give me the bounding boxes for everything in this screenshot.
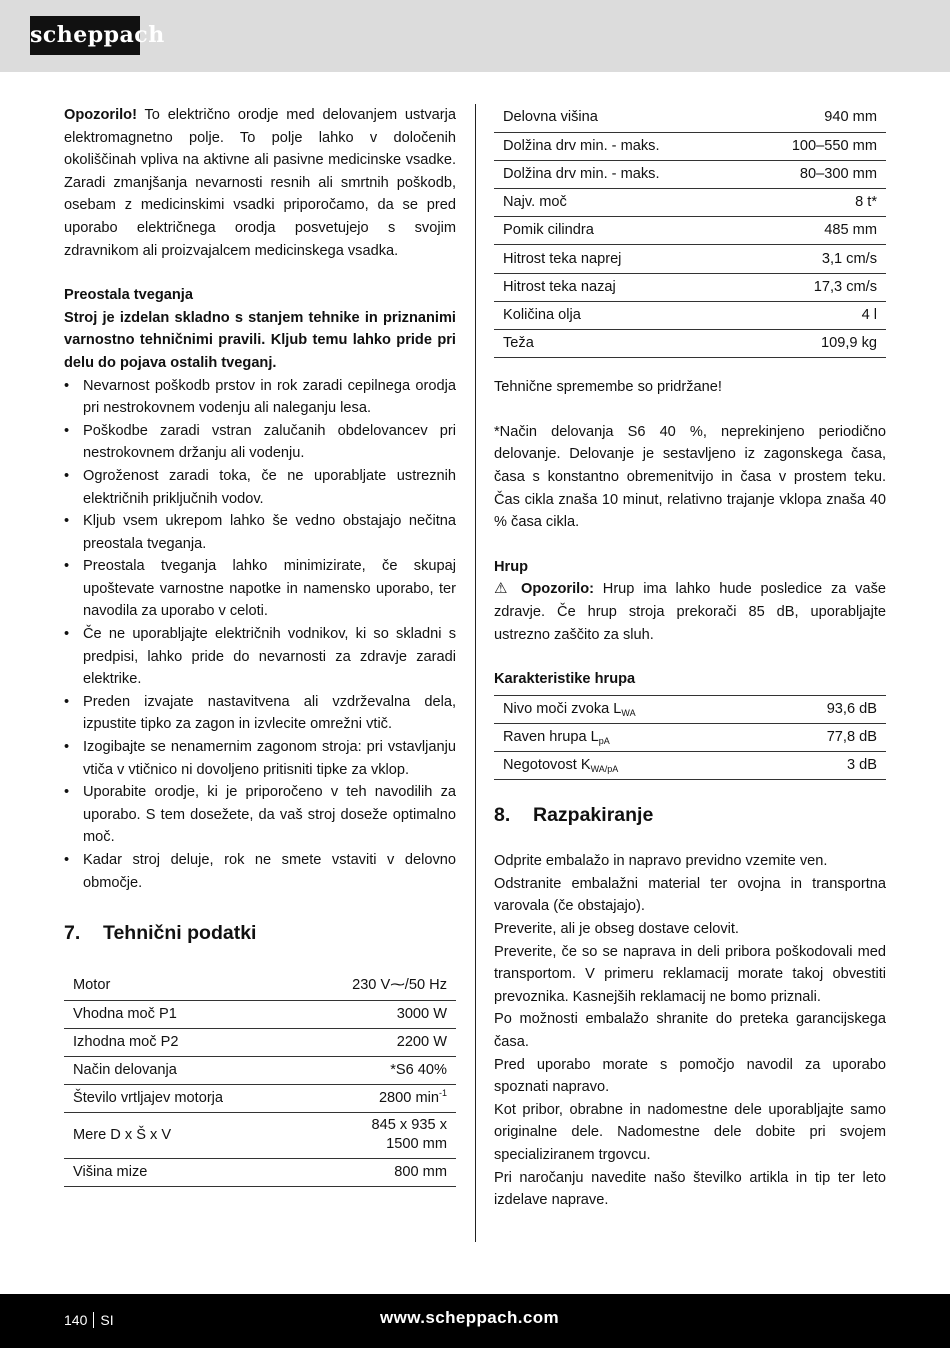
table-row <box>494 301 886 329</box>
chapter-number: 8. <box>494 804 511 827</box>
spec-label: Količina olja <box>494 301 740 329</box>
unpacking-text <box>494 850 886 1212</box>
spec-value: 940 mm <box>740 104 886 132</box>
spec-label: Dolžina drv min. - maks. <box>494 132 740 160</box>
table-row <box>494 245 886 273</box>
noise-characteristics-title: Karakteristike hrupa <box>494 671 636 688</box>
spec-label: Število vrtljajev motorja <box>64 1084 298 1112</box>
spec-value-text: 230 V⁓/50 Hz <box>352 977 447 994</box>
spec-value <box>298 972 456 1000</box>
spec-value: 109,9 kg <box>740 330 886 358</box>
spec-value-text: 800 mm <box>394 1163 447 1180</box>
noise-label <box>494 752 764 780</box>
spec-value <box>298 1158 456 1186</box>
unpack-line: Pri naročanju navedite našo številko artikla in tip ter leto izdelave naprave. <box>494 1169 886 1209</box>
unpack-line: Kot pribor, obrabne in nadomestne dele uporabljajte samo originalne dele. Nadomestne dele dobite pri svojem specializiranem trgovcu. <box>494 1101 886 1163</box>
spec-value-text-2: 1500 mm <box>386 1136 447 1153</box>
chapter-title: Razpakiranje <box>533 804 654 827</box>
table-row <box>494 723 886 751</box>
table-row <box>494 695 886 723</box>
noise-warning-text: Hrup ima lahko hude posledice za vaše zdravje. Če hrup stroja prekorači 85 dB, uporabljajte ustrezno zaščito za sluh. <box>494 581 886 643</box>
table-row <box>494 217 886 245</box>
changes-note: Tehnične spremembe so pridržane! <box>494 379 722 396</box>
table-row <box>64 1158 456 1186</box>
spec-label: Izhodna moč P2 <box>64 1028 298 1056</box>
list-item: • Preostala tveganja lahko minimizirate, če skupaj upoštevate varnostne napotke in namensko uporabo, ter navodila za uporabo v celoti. <box>64 555 456 623</box>
spec-label: Višina mize <box>64 1158 298 1186</box>
table-row <box>64 1028 456 1056</box>
table-row <box>494 160 886 188</box>
list-item: • Poškodbe zaradi vstran zalučanih obdelovancev pri nestrokovnem držanju ali vodenju. <box>64 420 456 465</box>
unpack-line: Po možnosti embalažo shranite do preteka garancijskega časa. <box>494 1011 886 1051</box>
spec-label: Mere D x Š x V <box>64 1112 298 1158</box>
table-row <box>494 132 886 160</box>
chapter-7-heading <box>64 920 456 946</box>
spec-label: Dolžina drv min. - maks. <box>494 160 740 188</box>
chapter-8-heading <box>494 802 886 828</box>
unpack-line: Preverite, če so se naprava in deli pribora poškodovali med transportom. V primeru reklamacij morate takoj obvestiti prevoznika. Kasnejših reklamacij ne bomo priznali. <box>494 943 886 1005</box>
warning-label: Opozorilo! <box>64 107 137 123</box>
spec-value-text: 3000 W <box>396 1005 447 1022</box>
table-row <box>494 752 886 780</box>
table-row <box>64 1112 456 1158</box>
table-row <box>64 972 456 1000</box>
noise-value: 77,8 dB <box>764 723 886 751</box>
spec-value <box>298 1056 456 1084</box>
website-link[interactable]: www.scheppach.com <box>380 1308 560 1327</box>
spec-value-text: 2200 W <box>396 1033 447 1050</box>
unpack-line: Pred uporabo morate s pomočjo navodil za uporabo spoznati napravo. <box>494 1056 886 1096</box>
em-field-warning <box>64 104 456 262</box>
residual-risks-list <box>64 375 456 895</box>
spec-value <box>298 1000 456 1028</box>
spec-value-text: 2800 min <box>378 1089 439 1106</box>
operating-mode-note: *Način delovanja S6 40 %, neprekinjeno periodično delovanje. Delovanje je sestavljeno iz zagonskega časa, časa s konstantno obremenitvijo in časa v prostem teku. Čas cikla znaša 10 minut, relativno trajanje vklopa znaša 40 % časa cikla. <box>494 423 886 531</box>
page-number-value: 140 <box>64 1312 88 1328</box>
right-column <box>494 104 886 1212</box>
noise-value: 93,6 dB <box>764 695 886 723</box>
residual-risks-intro: Stroj je izdelan skladno s stanjem tehnike in priznanimi varnostno tehničnimi pravili. Kljub temu lahko pride pri delu do pojava ostalih tveganj. <box>64 309 456 371</box>
unpack-line: Odprite embalažo in napravo previdno vzemite ven. <box>494 853 828 870</box>
table-row <box>64 1000 456 1028</box>
list-item: • Preden izvajate nastavitvena ali vzdrževalna dela, izpustite tipko za zagon in izvlecite omrežni vtič. <box>64 691 456 736</box>
spec-label: Najv. moč <box>494 189 740 217</box>
table-row <box>64 1084 456 1112</box>
chapter-number: 7. <box>64 922 81 945</box>
language-code: SI <box>100 1312 114 1328</box>
spec-value: 17,3 cm/s <box>740 273 886 301</box>
spec-label: Motor <box>64 972 298 1000</box>
spec-label: Hitrost teka nazaj <box>494 273 740 301</box>
tech-data-table <box>64 972 456 1187</box>
spec-value-sup: -1 <box>438 1087 447 1098</box>
table-row <box>64 1056 456 1084</box>
spec-label: Pomik cilindra <box>494 217 740 245</box>
noise-warning <box>494 578 886 646</box>
noise-label <box>494 695 764 723</box>
list-item: • Izogibajte se nenamernim zagonom stroja: pri vstavljanju vtiča v vtičnico ni dovoljeno pritisniti tipke za vklop. <box>64 736 456 781</box>
spec-value-text: *S6 40% <box>390 1061 447 1078</box>
spec-value: 485 mm <box>740 217 886 245</box>
warning-triangle-icon: ⚠ <box>494 580 513 598</box>
noise-label-text: Nivo moči zvoka L <box>503 700 622 717</box>
spec-label: Hitrost teka naprej <box>494 245 740 273</box>
scheppach-logo: scheppach <box>30 16 140 55</box>
noise-value: 3 dB <box>764 752 886 780</box>
spec-value: 80–300 mm <box>740 160 886 188</box>
spec-value: 100–550 mm <box>740 132 886 160</box>
left-column <box>64 104 456 1187</box>
spec-value: 3,1 cm/s <box>740 245 886 273</box>
noise-label-sub: WA <box>621 707 636 718</box>
noise-table <box>494 695 886 781</box>
noise-label-text: Raven hrupa L <box>503 729 599 745</box>
noise-label-text: Negotovost K <box>503 757 591 774</box>
warning-text: To električno orodje med delovanjem ustvarja elektromagnetno polje. To polje lahko v določenih okoliščinah vpliva na aktivne ali pasivne medicinske vsadke. Zaradi zmanjšanja nevarnosti resnih ali smrtnih poškodb, osebam z medicinskimi vsadki priporočamo, da se pred uporabo električnega orodja posvetujejo s svojim zdravnikom ali proizvajalcem medicinskega vsadka. <box>64 107 456 259</box>
chapter-title: Tehnični podatki <box>103 922 257 945</box>
spec-value <box>298 1112 456 1158</box>
noise-title: Hrup <box>494 558 529 575</box>
column-divider <box>475 104 476 1242</box>
spec-value: 4 l <box>740 301 886 329</box>
spec-label: Način delovanja <box>64 1056 298 1084</box>
spec-label: Delovna višina <box>494 104 740 132</box>
tech-data-table-2 <box>494 104 886 358</box>
list-item: • Uporabite orodje, ki je priporočeno v teh navodilih za uporabo. S tem dosežete, da vaš stroj doseže optimalno moč. <box>64 781 456 849</box>
residual-risks-title: Preostala tveganja <box>64 287 193 304</box>
list-item: • Kljub vsem ukrepom lahko še vedno obstajajo nečitna preostala tveganja. <box>64 510 456 555</box>
page-header <box>0 0 950 72</box>
page-number <box>64 1308 114 1332</box>
spec-value-text: 845 x 935 x <box>371 1117 447 1134</box>
noise-label-sub: pA <box>598 736 610 746</box>
table-row <box>494 189 886 217</box>
list-item: • Kadar stroj deluje, rok ne smete vstaviti v delovno območje. <box>64 849 456 894</box>
noise-label-sub: WA/pA <box>590 764 619 775</box>
table-row <box>494 330 886 358</box>
unpack-line: Odstranite embalažni material ter ovojna in transportna varovala (če obstajajo). <box>494 875 886 915</box>
unpack-line: Preverite, ali je obseg dostave celovit. <box>494 921 739 938</box>
noise-label <box>494 723 764 751</box>
spec-label: Teža <box>494 330 740 358</box>
table-row <box>494 104 886 132</box>
spec-value <box>298 1028 456 1056</box>
table-row <box>494 273 886 301</box>
list-item: • Ogroženost zaradi toka, če ne uporabljate ustreznih električnih priključnih vodov. <box>64 465 456 510</box>
page-footer <box>0 1294 950 1348</box>
spec-value: 8 t* <box>740 189 886 217</box>
spec-label: Vhodna moč P1 <box>64 1000 298 1028</box>
noise-warning-label: Opozorilo: <box>521 581 594 598</box>
list-item: • Nevarnost poškodb prstov in rok zaradi cepilnega orodja pri nestrokovnem vodenju ali naleganju lesa. <box>64 375 456 420</box>
list-item: • Če ne uporabljajte električnih vodnikov, ki so skladni s predpisi, lahko pride do nevarnosti za zdravje zaradi elektrike. <box>64 623 456 691</box>
spec-value <box>298 1084 456 1112</box>
